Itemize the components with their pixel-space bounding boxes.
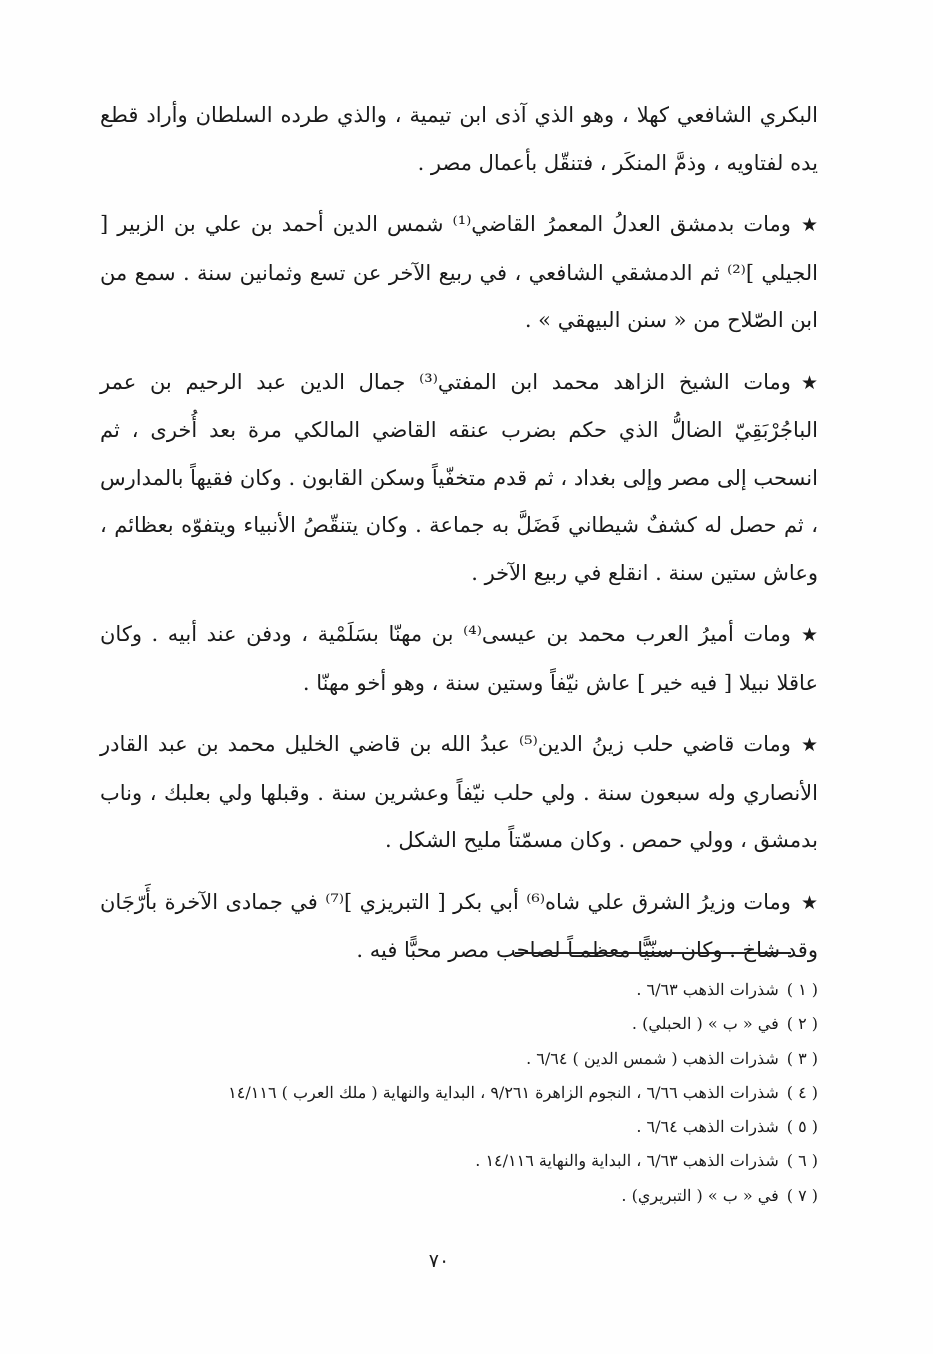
- paragraph-entry: [100, 611, 818, 707]
- star-icon: ★: [800, 734, 818, 756]
- paragraph-continuation: [100, 92, 818, 187]
- footnote-text: شذرات الذهب ٦/٦٤ .: [636, 1117, 779, 1137]
- footnote-text: شذرات الذهب ٦/٦٣ .: [636, 980, 779, 999]
- paragraph-text: ومات أميرُ العرب محمد بن عيسى⁽⁴⁾ بن مهنّا بسَلَمْية ، ودفن عند أبيه . وكان عاقلا نبيلا [ فيه خير ] عاش نيّفاً وستين سنة ، وهو أخو مهنّا .: [100, 622, 818, 695]
- paragraph-entry: [100, 201, 818, 345]
- footnote-number: ( ٣ ): [786, 1048, 818, 1068]
- paragraph-text: ومات بدمشق العدلُ المعمرُ القاضي⁽¹⁾ شمس الدين أحمد بن علي بن الزبير [ الجيلي ]⁽²⁾ ثم الدمشقي الشافعي ، في ربيع الآخر عن تسع وثمانين سنة . سمع من ابن الصّلاح من « سنن البيهقي » .: [100, 212, 819, 332]
- footnote-item: [100, 1144, 818, 1178]
- paragraph-entry: [100, 879, 818, 975]
- footnote-item: [100, 1042, 818, 1076]
- main-text: [100, 92, 818, 975]
- footnote-text: في « ب » ( الحبلي) .: [631, 1014, 779, 1034]
- footnote-divider: [515, 952, 791, 954]
- star-icon: ★: [800, 214, 818, 236]
- paragraph-entry: [100, 721, 818, 865]
- footnote-item: [100, 1007, 818, 1041]
- footnote-number: ( ٦ ): [786, 1151, 818, 1171]
- footnote-item: [100, 1110, 818, 1144]
- footnotes: [100, 973, 818, 1213]
- footnote-item: [100, 973, 818, 1007]
- footnote-number: ( ٢ ): [786, 1014, 818, 1034]
- paragraph-text: ومات قاضي حلب زينُ الدين⁽⁵⁾ عبدُ الله بن قاضي الخليل محمد بن عبد القادر الأنصاري وله سبعون سنة . ولي حلب نيّفاً وعشرين سنة . وقبلها ولي بعلبك ، وناب بدمشق ، وولي حمص . وكان مسمّتاً مليح الشكل .: [100, 732, 818, 852]
- footnote-item: [100, 1179, 818, 1213]
- star-icon: ★: [800, 891, 818, 914]
- footnote-number: ( ٥ ): [786, 1117, 818, 1137]
- footnote-text: شذرات الذهب ٦/٦٦ ، النجوم الزاهرة ٩/٢٦١ ، البداية والنهاية ( ملك العرب ) ١٤/١١٦: [228, 1082, 779, 1102]
- paragraph-text: ومات وزيرُ الشرق علي شاه⁽⁶⁾ أبي بكر [ التبريزي ]⁽⁷⁾ في جمادى الآخرة بأَرّجَان وقد شاخ . وكان سنّيًّا معظمـاً لصاحب مصر محبًّا فيه .: [100, 889, 818, 962]
- footnote-number: ( ٧ ): [786, 1185, 818, 1205]
- footnote-text: في « ب » ( التبريري) .: [621, 1185, 779, 1205]
- paragraph-entry: [100, 359, 818, 598]
- star-icon: ★: [800, 371, 818, 394]
- footnote-text: شذرات الذهب ٦/٦٣ ، البداية والنهاية ١٤/١١٦ .: [475, 1151, 779, 1171]
- footnote-number: ( ١ ): [786, 980, 818, 999]
- footnote-text: شذرات الذهب ( شمس الدين ) ٦/٦٤ .: [526, 1048, 779, 1068]
- paragraph-text: البكري الشافعي كهلا ، وهو الذي آذى ابن تيمية ، والذي طرده السلطان وأراد قطع يده لفتاويه ، وذمَّ المنكَر ، فتنقّل بأعمال مصر .: [100, 103, 818, 175]
- paragraph-text: ومات الشيخ الزاهد محمد ابن المفتي⁽³⁾ جمال الدين عبد الرحيم بن عمر الباجُرْبَقِيّ الضالُّ الذي حكم بضرب عنقه القاضي المالكي مرة بعد أُخرى ، ثم انسحب إلى مصر وإلى بغداد ، ثم قدم متخفّياً وسكن القابون . وكان فقيهاً بالمدارس ، ثم حصل له كشفٌ شيطاني فَضَلَّ به جماعة . وكان يتنقّصُ الأنبياء ويتفوّه بعظائم ، وعاش ستين سنة . انقلع في ربيع الآخر .: [100, 369, 818, 585]
- footnote-item: [100, 1076, 818, 1110]
- footnote-number: ( ٤ ): [786, 1082, 818, 1102]
- star-icon: ★: [800, 624, 818, 646]
- page-number: ٧٠: [428, 1250, 450, 1272]
